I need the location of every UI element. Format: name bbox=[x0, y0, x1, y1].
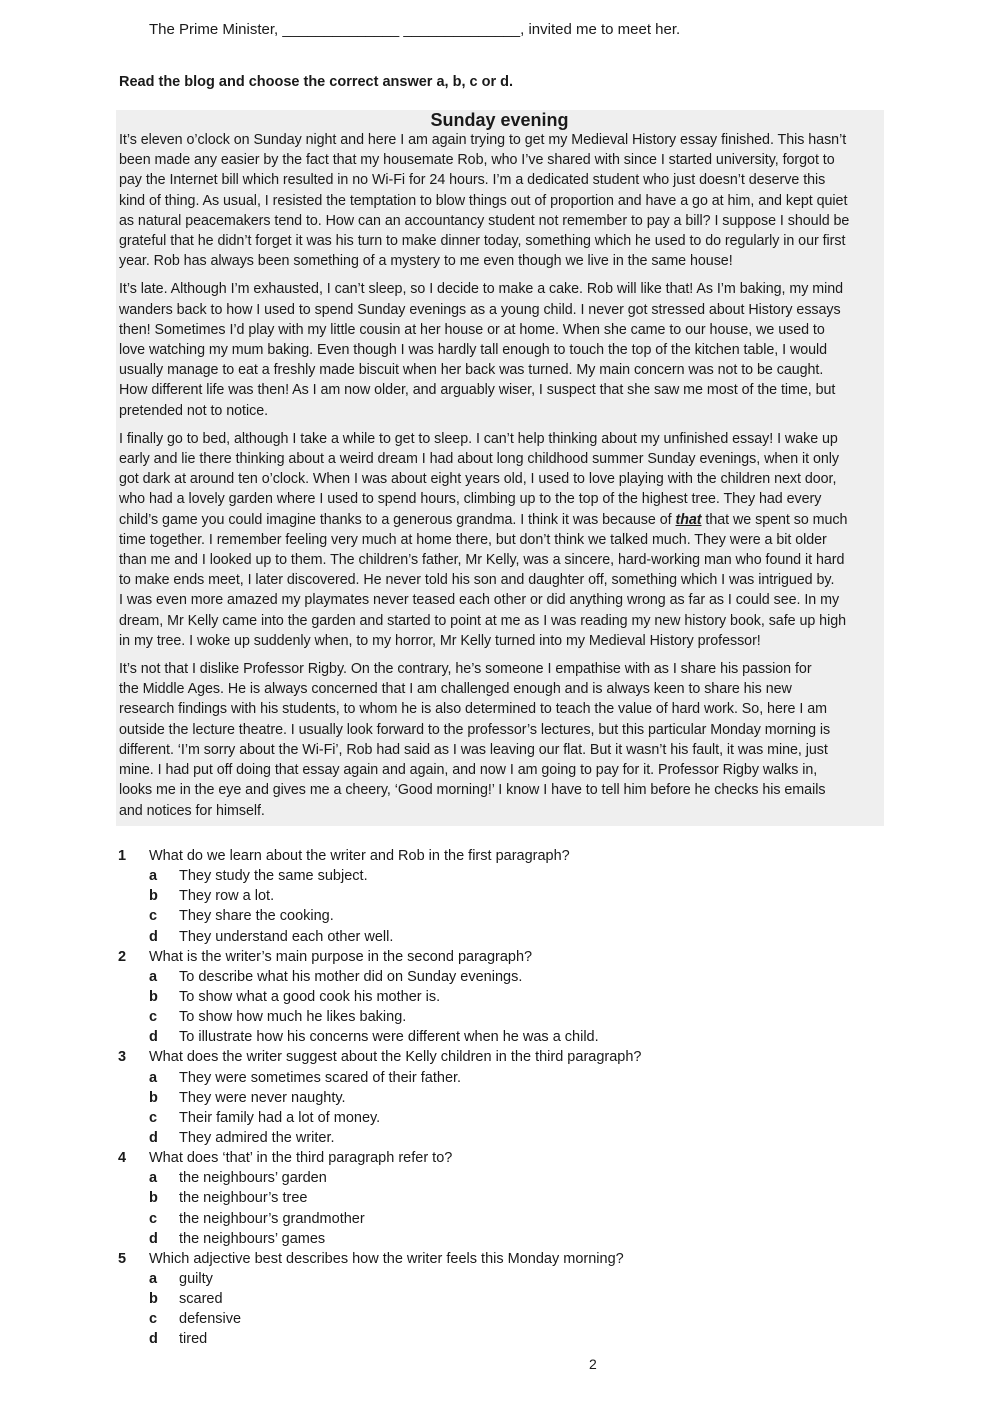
emphasized-word: that bbox=[675, 511, 702, 528]
option-text: To illustrate how his concerns were different when he was a child. bbox=[179, 1029, 599, 1046]
option-text: They study the same subject. bbox=[179, 868, 368, 885]
option-letter: a bbox=[149, 1170, 158, 1187]
option-letter: b bbox=[149, 1190, 158, 1207]
answer-option-5c[interactable] bbox=[118, 1309, 878, 1329]
blog-line: as natural peacemakers tend to. How can an accountancy student not remember to pay a bill? I suppose I should be bbox=[119, 212, 850, 229]
option-text: They share the cooking. bbox=[179, 908, 334, 925]
blog-line: I finally go to bed, although I take a while to get to sleep. I can’t help thinking about my unfinished essay! I wake up bbox=[119, 430, 838, 447]
blog-line: then! Sometimes I’d play with my little cousin at her house or at home. When she came to our house, we used to bbox=[119, 321, 825, 338]
option-text: Their family had a lot of money. bbox=[179, 1109, 381, 1126]
option-letter: c bbox=[149, 908, 158, 925]
answer-option-2d[interactable] bbox=[118, 1027, 878, 1047]
option-letter: b bbox=[149, 1291, 158, 1308]
option-text: To show what a good cook his mother is. bbox=[179, 988, 441, 1005]
option-text: They understand each other well. bbox=[179, 928, 394, 945]
blog-line: pretended not to notice. bbox=[119, 402, 269, 419]
blog-paragraph bbox=[119, 279, 880, 420]
blog-line: wanders back to how I used to spend Sunday evenings as a young child. I never got stressed about History essays bbox=[119, 301, 841, 318]
option-text: scared bbox=[179, 1291, 223, 1308]
blog-line: year. Rob has always been something of a mystery to me even though we live in the same house! bbox=[119, 253, 733, 270]
option-letter: c bbox=[149, 1210, 158, 1227]
option-letter: a bbox=[149, 1270, 158, 1287]
option-letter: d bbox=[149, 928, 158, 945]
questions-list bbox=[118, 846, 878, 1350]
blog-line: than me and I looked up to them. The children’s father, Mr Kelly, was a sincere, hard-working man who found it hard bbox=[119, 552, 845, 569]
option-letter: a bbox=[149, 1069, 158, 1086]
answer-option-1a[interactable] bbox=[118, 866, 878, 886]
option-text: tired bbox=[179, 1331, 208, 1348]
blog-line: It’s not that I dislike Professor Rigby. On the contrary, he’s someone I empathise with as I share his passion for bbox=[119, 661, 812, 678]
answer-option-2a[interactable] bbox=[118, 967, 878, 987]
top-sentence: The Prime Minister, ______________ ______________, invited me to meet her. bbox=[149, 21, 681, 38]
blog-line: outside the lecture theatre. I usually look forward to the professor’s lectures, but this particular Monday morning is bbox=[119, 721, 831, 738]
blog-line bbox=[119, 510, 880, 530]
question-number: 3 bbox=[118, 1049, 127, 1066]
option-letter: a bbox=[149, 968, 158, 985]
option-letter: c bbox=[149, 1009, 158, 1026]
question-number: 5 bbox=[118, 1250, 127, 1267]
answer-option-4b[interactable] bbox=[118, 1188, 878, 1208]
answer-option-3d[interactable] bbox=[118, 1128, 878, 1148]
question-number: 1 bbox=[118, 848, 127, 864]
option-letter: b bbox=[149, 888, 158, 905]
answer-option-1d[interactable] bbox=[118, 927, 878, 947]
option-text: To describe what his mother did on Sunday evenings. bbox=[179, 968, 523, 985]
blog-line-text: child’s game you could imagine thanks to a generous grandma. I think it was because of bbox=[119, 511, 676, 528]
option-text: the neighbour’s grandmother bbox=[179, 1210, 365, 1227]
blog-line: who had a lovely garden where I used to spend hours, climbing up to the top of the highest tree. They had every bbox=[119, 491, 822, 508]
option-letter: c bbox=[149, 1109, 158, 1126]
answer-option-2b[interactable] bbox=[118, 987, 878, 1007]
answer-option-4d[interactable] bbox=[118, 1229, 878, 1249]
blog-line: How different life was then! As I am now older, and arguably wiser, I suspect that she saw me most of the time, but bbox=[119, 382, 836, 399]
blog-line: different. ‘I’m sorry about the Wi-Fi’, Rob had said as I was leaving our flat. But it wasn’t his fault, it was mine, just bbox=[119, 741, 828, 758]
option-text: the neighbour’s tree bbox=[179, 1190, 308, 1207]
option-text: They admired the writer. bbox=[179, 1129, 335, 1146]
blog-line: It’s eleven o’clock on Sunday night and here I am again trying to get my Medieval History essay finished. This hasn’t bbox=[119, 132, 847, 148]
option-text: They row a lot. bbox=[179, 888, 275, 905]
question-text: What does the writer suggest about the Kelly children in the third paragraph? bbox=[149, 1049, 642, 1066]
instruction: Read the blog and choose the correct answer a, b, c or d. bbox=[119, 74, 514, 90]
blog-box bbox=[116, 110, 884, 826]
blog-line: looks me in the eye and gives me a cheery, ‘Good morning!’ I know I have to tell him before he checks his emails bbox=[119, 782, 826, 799]
answer-option-2c[interactable] bbox=[118, 1007, 878, 1027]
option-text: guilty bbox=[179, 1270, 213, 1287]
answer-option-1c[interactable] bbox=[118, 906, 878, 926]
option-letter: d bbox=[149, 1230, 158, 1247]
blog-line: time together. I remember feeling very much at home there, but don’t think we talked much. They were a bit older bbox=[119, 531, 827, 548]
blog-line-text: that we spent so much bbox=[701, 511, 848, 528]
question-number: 2 bbox=[118, 948, 127, 965]
blog-line: kind of thing. As usual, I resisted the temptation to blow things out of proportion and have a go at him, and kept quiet bbox=[119, 192, 848, 209]
answer-option-3a[interactable] bbox=[118, 1068, 878, 1088]
question-text: What is the writer’s main purpose in the second paragraph? bbox=[149, 948, 533, 965]
answer-option-5b[interactable] bbox=[118, 1289, 878, 1309]
answer-option-4c[interactable] bbox=[118, 1209, 878, 1229]
question-3 bbox=[118, 1047, 878, 1067]
option-text: To show how much he likes baking. bbox=[179, 1009, 407, 1026]
blog-line: usually manage to eat a freshly made biscuit when her back was turned. My main concern was not to be caught. bbox=[119, 362, 824, 379]
page-number: 2 bbox=[589, 1356, 597, 1372]
blog-line: It’s late. Although I’m exhausted, I can’t sleep, so I decide to make a cake. Rob will like that! As I’m baking, my mind bbox=[119, 281, 844, 298]
blog-line: and notices for himself. bbox=[119, 802, 265, 819]
option-letter: b bbox=[149, 1089, 158, 1106]
blog-title: Sunday evening bbox=[430, 110, 569, 130]
answer-option-5a[interactable] bbox=[118, 1269, 878, 1289]
blog-paragraph bbox=[119, 659, 880, 821]
blog-paragraph bbox=[119, 429, 880, 651]
answer-option-1b[interactable] bbox=[118, 886, 878, 906]
blog-line: grateful that he didn’t forget it was his turn to make dinner today, something which he used to do regularly in our first bbox=[119, 233, 846, 250]
blog-line: mine. I had put off doing that essay again and again, and now I am going to pay for it. Professor Rigby walks in, bbox=[119, 762, 818, 779]
blog-line: been made any easier by the fact that my housemate Rob, who I’ve shared with since I started university, forgot to bbox=[119, 152, 835, 169]
blog-paragraph bbox=[119, 130, 880, 271]
blog-line: I was even more amazed my playmates never teased each other or did anything wrong as far as I could see. In my bbox=[119, 592, 840, 609]
blog-line: the Middle Ages. He is always concerned that I am challenged enough and is always keen to share his new bbox=[119, 681, 792, 698]
option-letter: c bbox=[149, 1311, 158, 1328]
blog-paragraphs bbox=[119, 130, 880, 821]
option-text: the neighbours’ games bbox=[179, 1230, 326, 1247]
blog-line: early and lie there thinking about a weird dream I had about long childhood summer Sunday evenings, when it only bbox=[119, 451, 840, 468]
option-text: defensive bbox=[179, 1311, 242, 1328]
blog-line: to make ends meet, I later discovered. He never told his son and daughter off, something which I was intrigued by. bbox=[119, 572, 835, 589]
answer-option-3b[interactable] bbox=[118, 1088, 878, 1108]
option-letter: a bbox=[149, 868, 158, 885]
question-text: Which adjective best describes how the writer feels this Monday morning? bbox=[149, 1250, 624, 1267]
option-text: They were sometimes scared of their father. bbox=[179, 1069, 462, 1086]
option-letter: d bbox=[149, 1129, 158, 1146]
answer-option-3c[interactable] bbox=[118, 1108, 878, 1128]
question-text: What does ‘that’ in the third paragraph refer to? bbox=[149, 1150, 453, 1167]
question-2 bbox=[118, 947, 878, 967]
option-text: They were never naughty. bbox=[179, 1089, 346, 1106]
blog-line: research findings with his students, to whom he is also determined to teach the value of hard work. So, here I am bbox=[119, 701, 827, 718]
option-letter: b bbox=[149, 988, 158, 1005]
blog-line: in my tree. I woke up suddenly when, to my horror, Mr Kelly turned into my Medieval History professor! bbox=[119, 632, 761, 649]
question-text: What do we learn about the writer and Rob in the first paragraph? bbox=[149, 848, 570, 864]
question-4 bbox=[118, 1148, 878, 1168]
blog-line: pay the Internet bill which resulted in no Wi-Fi for 24 hours. I’m a dedicated student who just doesn’t deserve this bbox=[119, 172, 826, 189]
question-number: 4 bbox=[118, 1150, 127, 1167]
option-letter: d bbox=[149, 1029, 158, 1046]
option-letter: d bbox=[149, 1331, 158, 1348]
blog-line: got dark at around ten o’clock. When I was about eight years old, I used to love playing with the children next door, bbox=[119, 471, 837, 488]
answer-option-4a[interactable] bbox=[118, 1168, 878, 1188]
question-1 bbox=[118, 846, 878, 866]
option-text: the neighbours’ garden bbox=[179, 1170, 327, 1187]
answer-option-5d[interactable] bbox=[118, 1329, 878, 1349]
blog-line: love watching my mum baking. Even though I was hardly tall enough to touch the top of the kitchen table, I would bbox=[119, 342, 828, 359]
blog-line: dream, Mr Kelly came into the garden and started to point at me as I was reading my new history book, safe up high bbox=[119, 612, 847, 629]
question-5 bbox=[118, 1249, 878, 1269]
